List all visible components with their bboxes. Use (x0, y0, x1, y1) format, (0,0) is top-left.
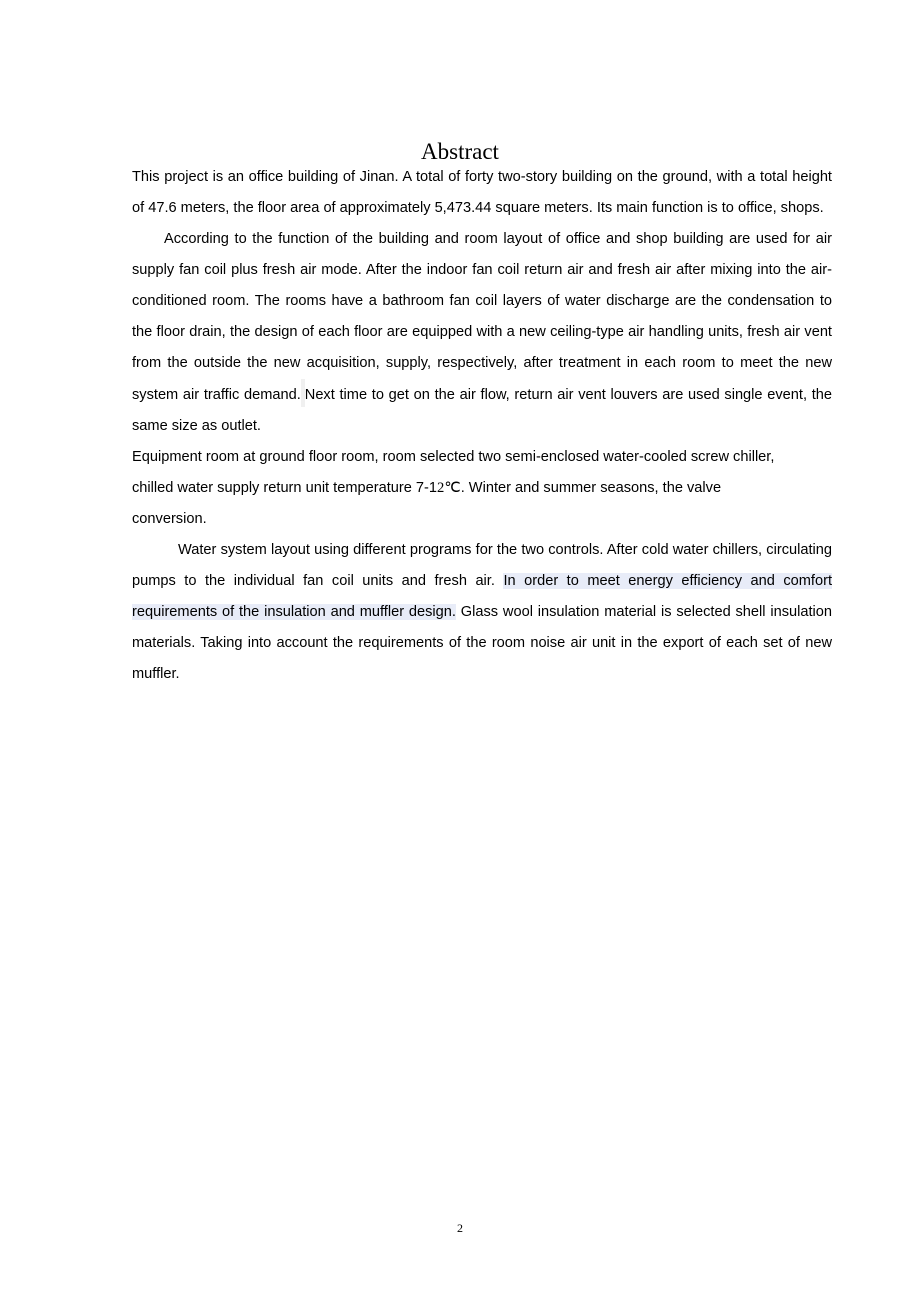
paragraph-air-supply-text: According to the function of the building and room layout of office and shop building are used for air supply fan coil plus fresh air mode. After the indoor fan coil return air and fresh air after mixing into the air-conditioned room. The rooms have a bathroom fan coil layers of water discharge are the condensation to the floor drain, the design of each floor are equipped with a new ceiling-type air handling units, fresh air vent from the outside the new acquisition, supply, respectively, after treatment in each room to meet the new system air traffic demand. (132, 231, 832, 403)
equipment-line-2-start: chilled water supply return unit temperature 7-1 (132, 480, 438, 496)
equipment-line-3: conversion. (132, 511, 207, 527)
equipment-line-1: Equipment room at ground floor room, room selected two semi-enclosed water-cooled screw chiller, (132, 449, 775, 465)
page-number: 2 (457, 1221, 463, 1235)
paragraph-water-system (132, 535, 832, 690)
highlighted-sentence: In order to meet energy efficiency and comfort requirements of the insulation and muffler design. (132, 573, 833, 620)
abstract-title: Abstract (421, 139, 499, 164)
paragraph-air-supply-design (132, 224, 832, 442)
water-system-text: Water system layout using different programs for the two controls. After cold water chillers, circulating pumps to the individual fan coil units and fresh air. (132, 542, 832, 589)
temperature-unit: 2℃ (437, 480, 461, 496)
paragraph-air-flow-text: Next time to get on the air flow, return air vent louvers are used single event, the same size as outlet. (132, 387, 832, 434)
insulation-text: Glass wool insulation material is selected shell insulation materials. Taking into account the requirements of the room noise air unit in the export of each set of new muffler. (132, 604, 832, 682)
paragraph-equipment-room (132, 442, 832, 535)
abstract-body (132, 162, 832, 690)
equipment-line-2-end: . Winter and summer seasons, the valve (460, 480, 722, 496)
paragraph-project-overview: This project is an office building of Jinan. A total of forty two-story building on the ground, with a total height of 47.6 meters, the floor area of approximately 5,473.44 square meters. Its main function is to office, shops. (132, 169, 832, 216)
